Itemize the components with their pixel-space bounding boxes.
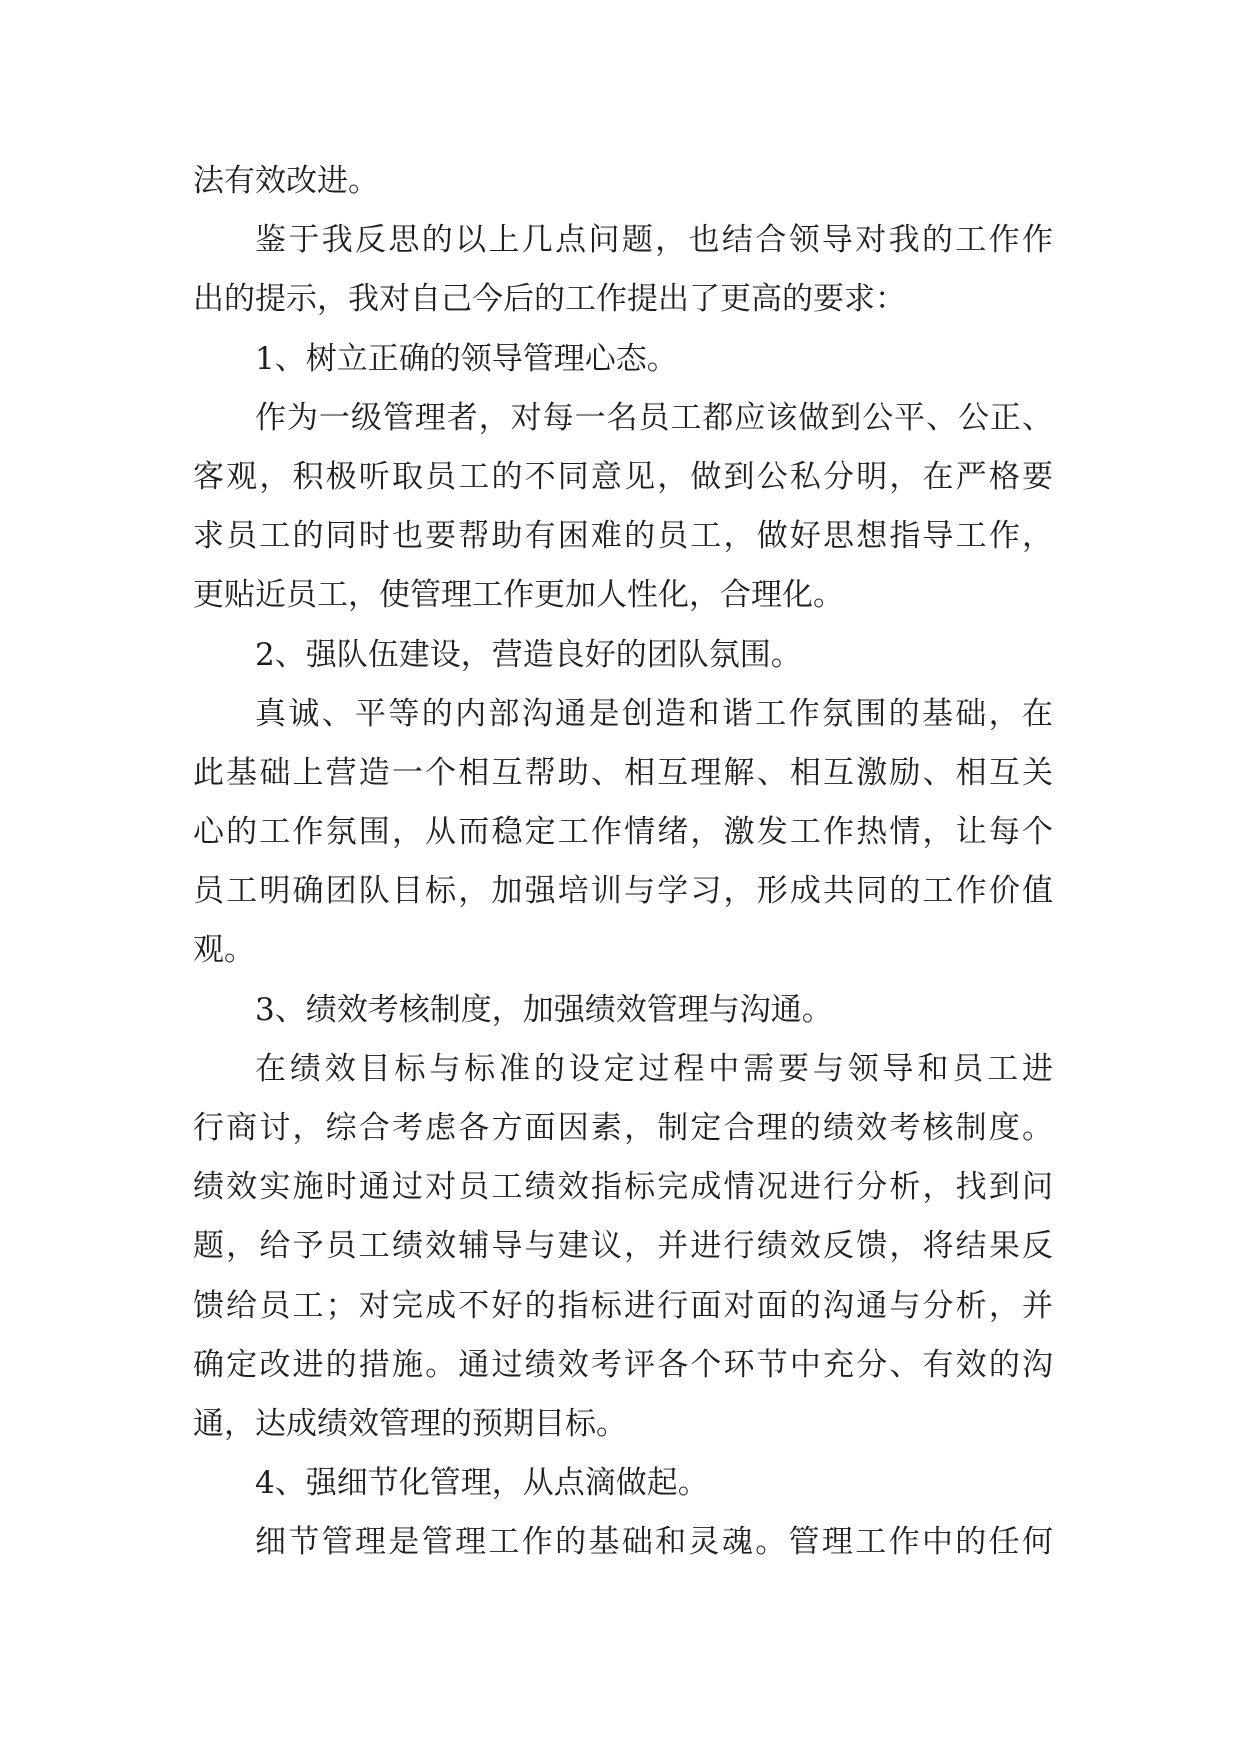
text-line: 在绩效目标与标准的设定过程中需要与领导和员工进 <box>255 1050 1053 1087</box>
text-line: 2、强队伍建设，营造良好的团队氛围。 <box>255 636 802 673</box>
text-line: 此基础上营造一个相互帮助、相互理解、相互激励、相互关 <box>193 754 1053 791</box>
text-line: 4、强细节化管理，从点滴做起。 <box>255 1465 709 1502</box>
text-line: 法有效改进。 <box>193 163 379 199</box>
text-line: 3、绩效考核制度，加强绩效管理与沟通。 <box>255 991 833 1028</box>
text-line: 作为一级管理者，对每一名员工都应该做到公平、公正、 <box>255 399 1053 436</box>
text-line: 鉴于我反思的以上几点问题，也结合领导对我的工作作 <box>255 222 1053 259</box>
body-text <box>193 152 1053 1573</box>
text-line: 出的提示，我对自己今后的工作提出了更高的要求： <box>193 281 906 318</box>
text-line: 客观，积极听取员工的不同意见，做到公私分明，在严格要 <box>193 458 1053 495</box>
text-line: 馈给员工；对完成不好的指标进行面对面的沟通与分析，并 <box>193 1287 1053 1324</box>
text-line: 更贴近员工，使管理工作更加人性化，合理化。 <box>193 577 844 614</box>
text-line: 通，达成绩效管理的预期目标。 <box>193 1405 627 1442</box>
text-line: 观。 <box>193 932 255 969</box>
text-line: 题，给予员工绩效辅导与建议，并进行绩效反馈，将结果反 <box>193 1228 1053 1265</box>
text-line: 真诚、平等的内部沟通是创造和谐工作氛围的基础，在 <box>255 695 1053 732</box>
text-line: 员工明确团队目标，加强培训与学习，形成共同的工作价值 <box>193 873 1053 910</box>
text-line: 1、树立正确的领导管理心态。 <box>255 340 678 377</box>
text-line: 细节管理是管理工作的基础和灵魂。管理工作中的任何 <box>255 1524 1053 1561</box>
text-line: 心的工作氛围，从而稳定工作情绪，激发工作热情，让每个 <box>193 814 1053 851</box>
text-line: 求员工的同时也要帮助有困难的员工，做好思想指导工作， <box>193 518 1053 555</box>
text-line: 确定改进的措施。通过绩效考评各个环节中充分、有效的沟 <box>193 1346 1053 1383</box>
text-line: 绩效实施时通过对员工绩效指标完成情况进行分析，找到问 <box>193 1169 1053 1206</box>
text-line: 行商讨，综合考虑各方面因素，制定合理的绩效考核制度。 <box>193 1110 1053 1146</box>
